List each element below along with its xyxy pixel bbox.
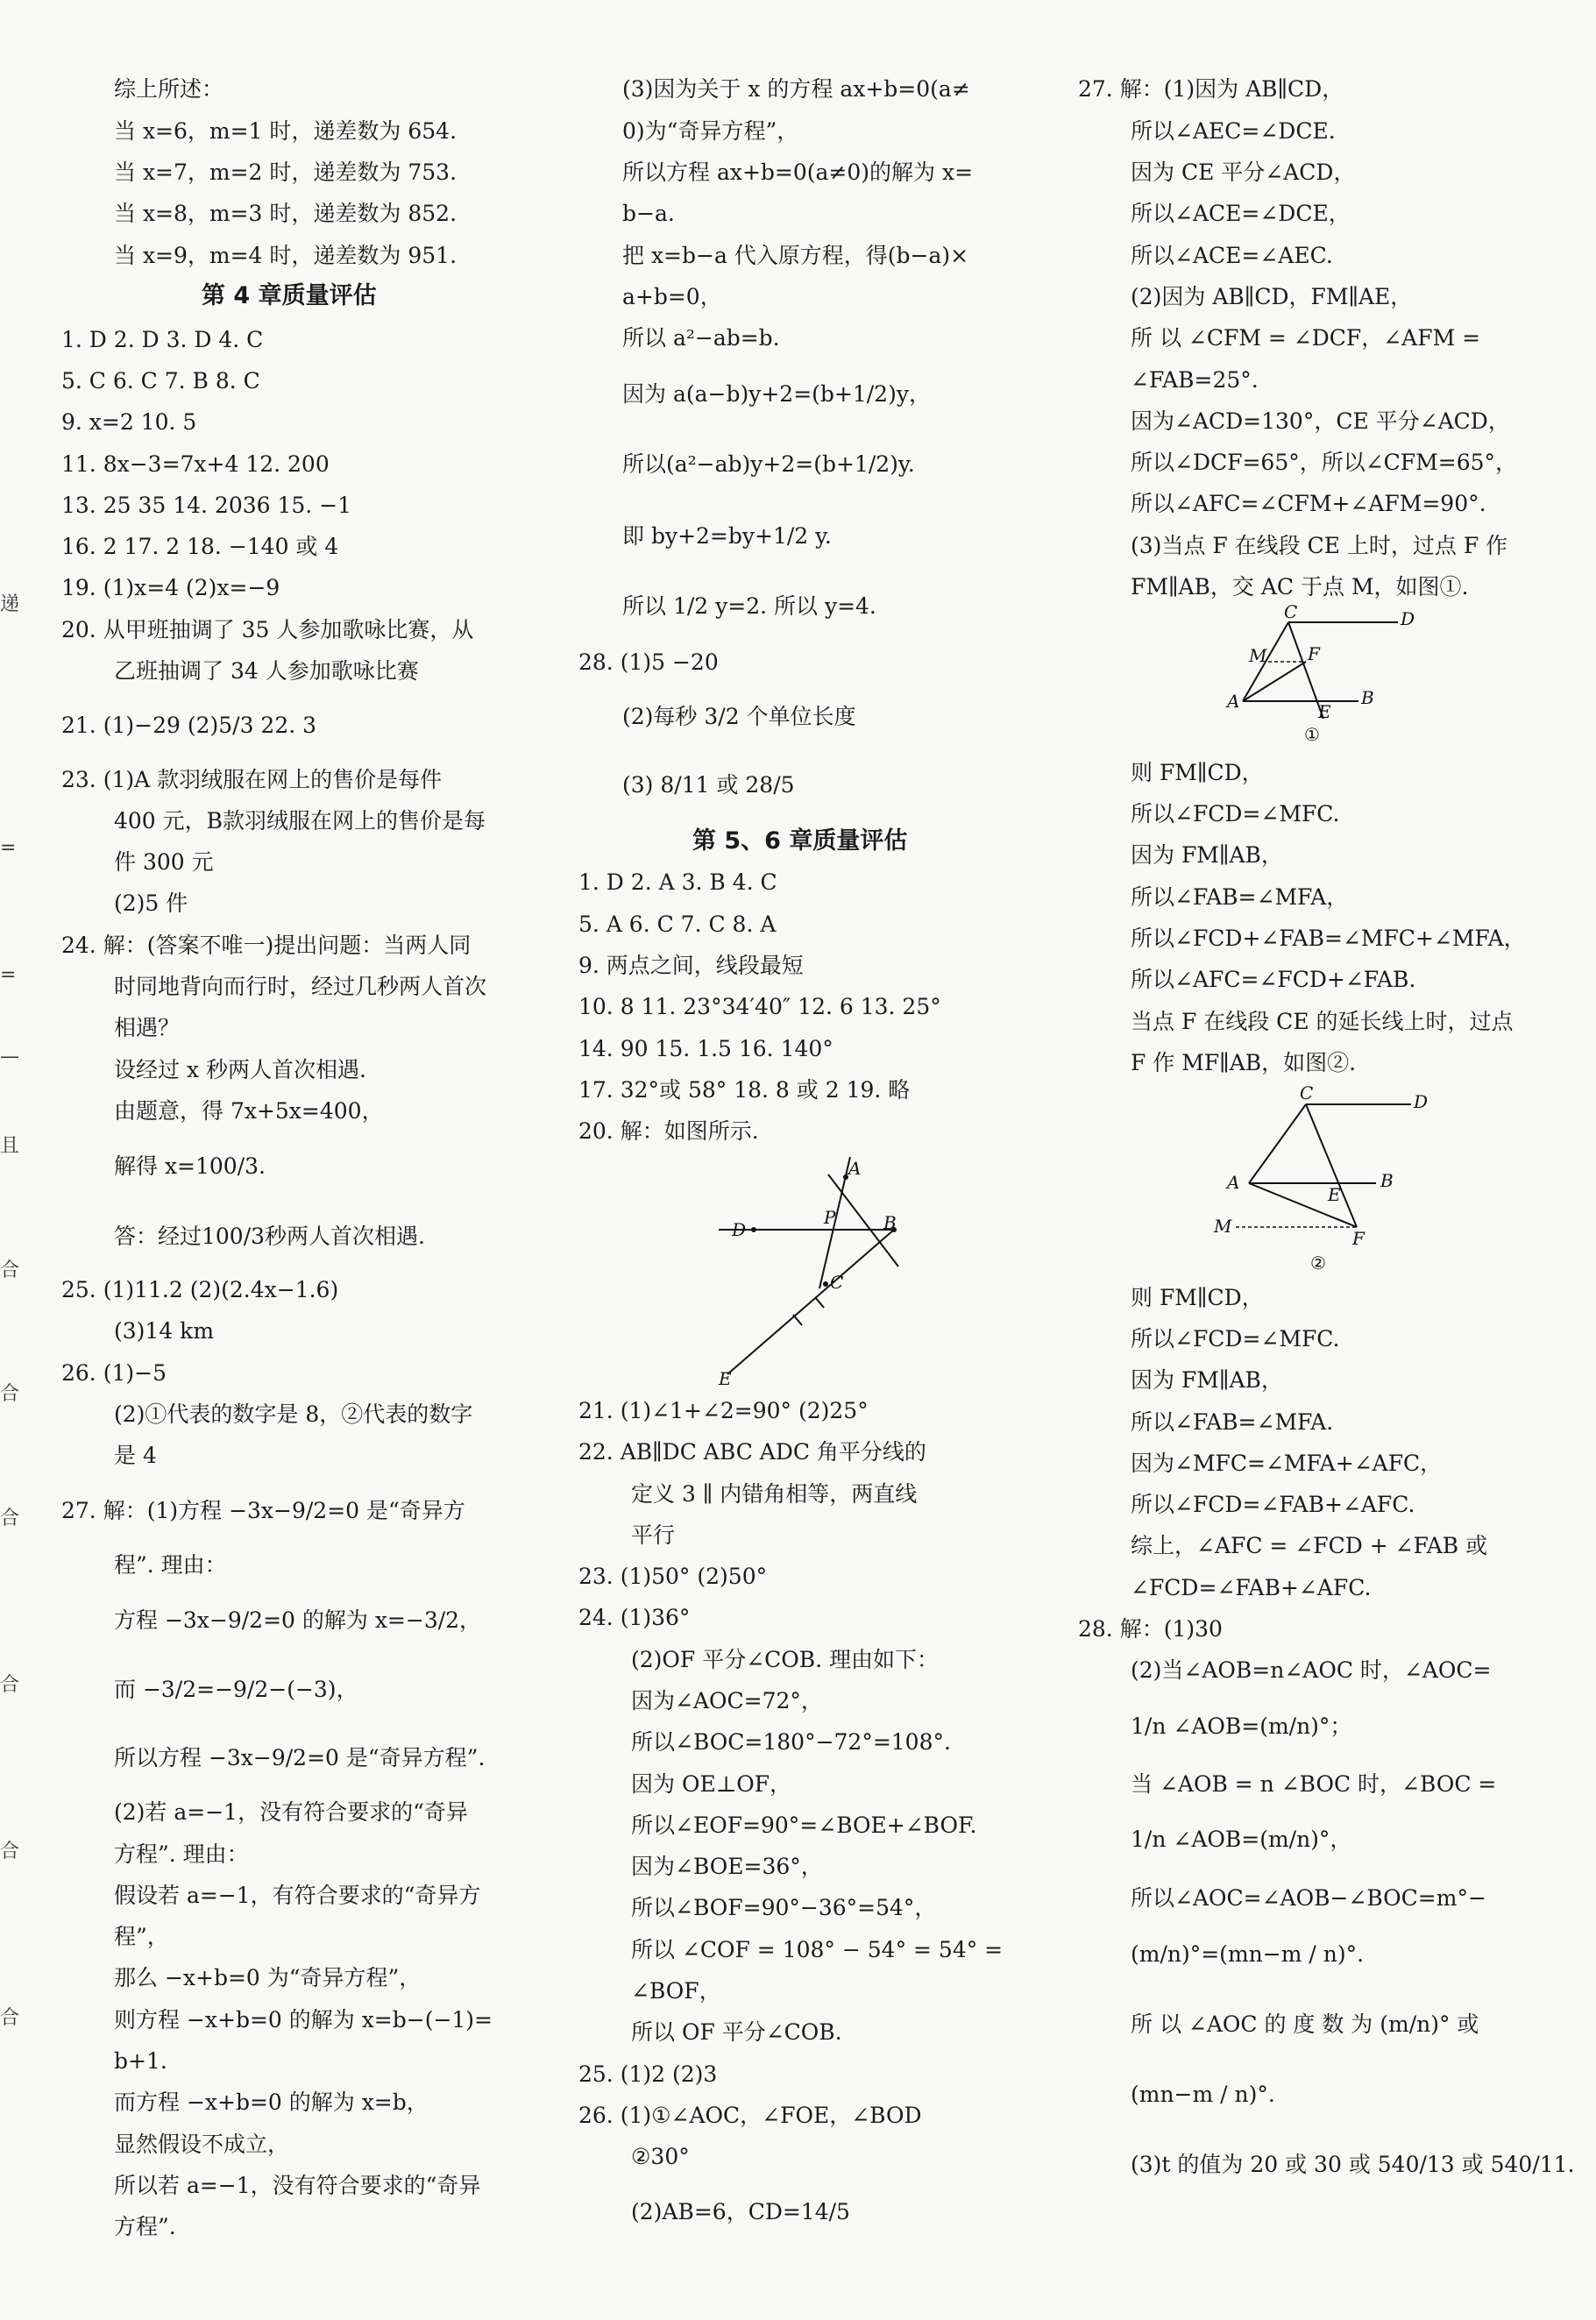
text-line: 因为 OE⊥OF， <box>631 1771 792 1797</box>
text-line: 所以∠AEC=∠DCE. <box>1131 118 1336 144</box>
text-line: 24. 解：(答案不唯一)提出问题：当两人同 <box>61 933 472 958</box>
text-line: 平行 <box>631 1522 676 1548</box>
edge-fragment: = <box>0 964 17 986</box>
text-line: 因为 FM∥AB， <box>1131 1367 1283 1393</box>
edge-fragment: 且 <box>0 1135 20 1157</box>
text-line: 所以方程 ax+b=0(a≠0)的解为 x= <box>622 160 974 185</box>
label-B: B <box>1361 687 1374 708</box>
label-C: C <box>830 1272 844 1293</box>
text-line: 5. A 6. C 7. C 8. A <box>578 912 777 937</box>
text-line: 27. 解：(1)因为 AB∥CD， <box>1078 76 1344 102</box>
text-line: 所以∠AFC=∠FCD+∠FAB. <box>1131 967 1416 992</box>
label-C: C <box>1300 1082 1314 1103</box>
text-line: (2)因为 AB∥CD，FM∥AE， <box>1131 284 1413 309</box>
text-line: (3)当点 F 在线段 CE 上时，过点 F 作 <box>1131 533 1508 558</box>
text-line: 时同地背向而行时，经过几秒两人首次 <box>114 974 487 999</box>
edge-fragment: 合 <box>0 1383 20 1405</box>
text-line: 所以∠BOF=90°−36°=54°， <box>631 1895 937 1920</box>
text-line: 定义 3 ∥ 内错角相等，两直线 <box>631 1481 918 1507</box>
text-line: 所以∠ACE=∠AEC. <box>1131 243 1333 268</box>
text-line: 25. (1)2 (2)3 <box>578 2061 718 2087</box>
text-line: 25. (1)11.2 (2)(2.4x−1.6) <box>61 1277 339 1302</box>
text-line: 因为 CE 平分∠ACD， <box>1131 160 1356 185</box>
text-line: 所以∠AFC=∠CFM+∠AFM=90°. <box>1131 491 1486 516</box>
label-M: M <box>1249 645 1267 666</box>
text-line: 则 FM∥CD， <box>1131 760 1264 785</box>
text-line: a+b=0， <box>622 284 722 309</box>
text-line: 所以 1/2 y=2. 所以 y=4. <box>622 593 876 619</box>
text-line: 9. x=2 10. 5 <box>61 409 197 435</box>
text-line: 所以∠BOC=180°−72°=108°. <box>631 1729 951 1755</box>
text-line: b−a. <box>622 201 675 226</box>
edge-fragment: 合 <box>0 2007 20 2029</box>
text-line: 26. (1)−5 <box>61 1360 167 1386</box>
text-line: 所以(a²−ab)y+2=(b+1/2)y. <box>622 451 915 477</box>
label-E: E <box>1318 701 1331 722</box>
text-line: 假设若 a=−1，有符合要求的“奇异方 <box>114 1883 481 1908</box>
text-line: 显然假设不成立， <box>114 2132 290 2157</box>
text-line: 400 元，B款羽绒服在网上的售价是每 <box>114 808 486 834</box>
text-line: 28. (1)5 −20 <box>578 649 719 675</box>
label-A: A <box>1227 1172 1240 1193</box>
text-line: 程”， <box>114 1924 169 1949</box>
text-line: (2)①代表的数字是 8，②代表的数字 <box>114 1401 473 1427</box>
text-line: 解得 x=100/3. <box>114 1153 266 1179</box>
text-line: 则方程 −x+b=0 的解为 x=b−(−1)= <box>114 2007 493 2033</box>
text-line: (mn−m / n)°. <box>1131 2082 1275 2107</box>
label-D: D <box>732 1219 747 1240</box>
text-line: 1/n ∠AOB=(m/n)°； <box>1131 1713 1352 1739</box>
text-line: 当 x=6，m=1 时，递差数为 654. <box>114 118 458 144</box>
text-line: 由题意，得 7x+5x=400， <box>114 1098 384 1124</box>
text-line: 1. D 2. A 3. B 4. C <box>578 869 777 895</box>
text-line: 综上所述： <box>114 76 224 102</box>
text-line: 所 以 ∠AOC 的 度 数 为 (m/n)° 或 <box>1131 2011 1479 2037</box>
text-line: 所 以 ∠CFM = ∠DCF，∠AFM = <box>1131 325 1481 351</box>
text-line: 所以∠FCD=∠MFC. <box>1131 1326 1340 1352</box>
text-line: 答：经过100/3秒两人首次相遇. <box>114 1224 425 1249</box>
text-line: 设经过 x 秒两人首次相遇. <box>114 1057 366 1082</box>
text-line: (2)OF 平分∠COB. 理由如下： <box>631 1647 940 1672</box>
text-line: (3)14 km <box>114 1318 215 1344</box>
text-line: 是 4 <box>114 1443 157 1468</box>
text-line: 把 x=b−a 代入原方程，得(b−a)× <box>622 243 969 268</box>
figure-q20 <box>719 1157 929 1388</box>
text-line: (3)因为关于 x 的方程 ax+b=0(a≠ <box>622 76 970 102</box>
text-line: 所以∠ACE=∠DCE， <box>1131 201 1351 226</box>
label-F: F <box>1308 643 1320 664</box>
text-line: 17. 32°或 58° 18. 8 或 2 19. 略 <box>578 1077 911 1103</box>
text-line: 16. 2 17. 2 18. −140 或 4 <box>61 534 339 559</box>
text-line: 所以方程 −3x−9/2=0 是“奇异方程”. <box>114 1745 486 1770</box>
text-line: ∠BOF， <box>631 1978 721 2004</box>
text-line: 当 x=8，m=3 时，递差数为 852. <box>114 201 458 226</box>
edge-fragment: 合 <box>0 1841 20 1862</box>
text-line: 所以∠DCF=65°，所以∠CFM=65°， <box>1131 450 1518 475</box>
text-line: 当点 F 在线段 CE 的延长线上时，过点 <box>1131 1009 1514 1034</box>
label-B: B <box>883 1212 897 1233</box>
figure-caption-1: ① <box>1304 724 1320 745</box>
edge-fragment: 递 <box>0 593 20 615</box>
figure-1-svg <box>1227 601 1429 749</box>
label-M: M <box>1214 1216 1232 1237</box>
text-line: 即 by+2=by+1/2 y. <box>622 523 832 549</box>
edge-fragment: 合 <box>0 1674 20 1696</box>
text-line: 19. (1)x=4 (2)x=−9 <box>61 575 280 600</box>
text-line: 所以 OF 平分∠COB. <box>631 2019 842 2045</box>
text-line: 方程”. <box>114 2214 176 2239</box>
text-line: 而方程 −x+b=0 的解为 x=b， <box>114 2089 429 2115</box>
text-line: FM∥AB，交 AC 于点 M，如图①. <box>1131 574 1469 600</box>
figure-2-svg <box>1214 1082 1429 1275</box>
text-line: 因为 FM∥AB， <box>1131 842 1283 868</box>
text-line: 那么 −x+b=0 为“奇异方程”， <box>114 1965 422 1990</box>
text-line: 所以 ∠COF = 108° − 54° = 54° = <box>631 1937 1004 1962</box>
section-heading-ch4: 第 4 章质量评估 <box>202 282 377 309</box>
label-C: C <box>1284 601 1298 622</box>
text-line: 所以∠FCD+∠FAB=∠MFC+∠MFA， <box>1131 926 1526 951</box>
text-line: (3) 8/11 或 28/5 <box>622 772 795 798</box>
text-line: 因为∠AOC=72°， <box>631 1688 823 1713</box>
text-line: 当 ∠AOB = n ∠BOC 时，∠BOC = <box>1131 1771 1497 1797</box>
text-line: 9. 两点之间，线段最短 <box>578 953 804 978</box>
figure-1 <box>1227 601 1429 753</box>
text-line: 则 FM∥CD， <box>1131 1285 1264 1310</box>
text-line: ∠FAB=25°. <box>1131 367 1259 393</box>
label-D: D <box>1401 608 1415 629</box>
text-line: 所以∠FAB=∠MFA. <box>1131 1409 1334 1435</box>
text-line: 件 300 元 <box>114 849 214 875</box>
text-line: 当 x=9，m=4 时，递差数为 951. <box>114 243 458 268</box>
text-line: 1. D 2. D 3. D 4. C <box>61 327 264 352</box>
figure-2 <box>1214 1082 1429 1279</box>
text-line: 相遇？ <box>114 1015 181 1040</box>
text-line: 因为∠BOE=36°， <box>631 1854 823 1879</box>
text-line: 13. 25 35 14. 2036 15. −1 <box>61 493 352 518</box>
label-P: P <box>824 1207 836 1228</box>
text-line: (2)若 a=−1，没有符合要求的“奇异 <box>114 1799 468 1825</box>
text-line: 23. (1)A 款羽绒服在网上的售价是每件 <box>61 767 443 792</box>
label-F: F <box>1352 1228 1365 1249</box>
text-line: 所以若 a=−1，没有符合要求的“奇异 <box>114 2173 481 2198</box>
text-line: 程”. 理由： <box>114 1552 227 1578</box>
text-line: 20. 从甲班抽调了 35 人参加歌咏比赛，从 <box>61 617 474 642</box>
text-line: 11. 8x−3=7x+4 12. 200 <box>61 451 330 477</box>
edge-fragment: — <box>0 1046 19 1068</box>
text-line: 27. 解：(1)方程 −3x−9/2=0 是“奇异方 <box>61 1498 465 1523</box>
text-line: 21. (1)−29 (2)5/3 22. 3 <box>61 713 317 738</box>
text-line: (2)每秒 3/2 个单位长度 <box>622 704 856 729</box>
text-line: 0)为“奇异方程”， <box>622 118 799 144</box>
edge-fragment: 合 <box>0 1508 20 1529</box>
text-line: 乙班抽调了 34 人参加歌咏比赛 <box>114 658 419 684</box>
label-B: B <box>1380 1170 1394 1191</box>
text-line: 22. AB∥DC ABC ADC 角平分线的 <box>578 1439 926 1465</box>
text-line: (2)5 件 <box>114 890 188 916</box>
text-line: (m/n)°=(mn−m / n)°. <box>1131 1941 1365 1967</box>
label-A: A <box>1227 691 1240 712</box>
label-E: E <box>719 1368 732 1389</box>
edge-fragment: = <box>0 837 17 859</box>
text-line: 28. 解：(1)30 <box>1078 1616 1223 1642</box>
text-line: 所以∠EOF=90°=∠BOE+∠BOF. <box>631 1813 977 1838</box>
text-line: (2)AB=6，CD=14/5 <box>631 2199 850 2224</box>
text-line: (3)t 的值为 20 或 30 或 540/13 或 540/11. <box>1131 2152 1575 2177</box>
text-line: 因为∠MFC=∠MFA+∠AFC， <box>1131 1451 1443 1476</box>
text-line: 24. (1)36° <box>578 1605 691 1630</box>
text-line: F 作 MF∥AB，如图②. <box>1131 1050 1357 1075</box>
text-line: b+1. <box>114 2048 167 2074</box>
text-line: 1/n ∠AOB=(m/n)°， <box>1131 1827 1352 1852</box>
text-line: 所以 a²−ab=b. <box>622 325 780 351</box>
text-line: 14. 90 15. 1.5 16. 140° <box>578 1036 833 1061</box>
text-line: 23. (1)50° (2)50° <box>578 1564 768 1589</box>
text-line: ②30° <box>631 2144 690 2169</box>
text-line: 综上，∠AFC = ∠FCD + ∠FAB 或 <box>1131 1533 1488 1558</box>
text-line: 5. C 6. C 7. B 8. C <box>61 368 260 394</box>
text-line: 20. 解：如图所示. <box>578 1118 759 1144</box>
text-line: 而 −3/2=−9/2−(−3)， <box>114 1677 358 1702</box>
text-line: 因为∠ACD=130°，CE 平分∠ACD， <box>1131 408 1510 434</box>
text-line: (2)当∠AOB=n∠AOC 时，∠AOC= <box>1131 1657 1492 1683</box>
label-D: D <box>1414 1091 1429 1112</box>
text-line: ∠FCD=∠FAB+∠AFC. <box>1131 1575 1372 1600</box>
label-A: A <box>848 1158 862 1179</box>
text-line: 因为 a(a−b)y+2=(b+1/2)y， <box>622 381 931 407</box>
text-line: 所以∠FCD=∠MFC. <box>1131 801 1340 827</box>
section-heading-ch56: 第 5、6 章质量评估 <box>692 827 908 855</box>
text-line: 10. 8 11. 23°34′40″ 12. 6 13. 25° <box>578 994 941 1019</box>
text-line: 26. (1)①∠AOC，∠FOE，∠BOD <box>578 2103 922 2128</box>
label-E: E <box>1328 1184 1341 1205</box>
figure-caption-2: ② <box>1310 1252 1326 1274</box>
text-line: 方程”. 理由： <box>114 1841 249 1867</box>
text-line: 所以∠FAB=∠MFA， <box>1131 884 1349 910</box>
figure-q20-svg <box>719 1157 929 1389</box>
text-line: 当 x=7，m=2 时，递差数为 753. <box>114 160 458 185</box>
text-line: 所以∠AOC=∠AOB−∠BOC=m°− <box>1131 1885 1486 1911</box>
text-line: 方程 −3x−9/2=0 的解为 x=−3/2， <box>114 1607 482 1633</box>
edge-fragment: 合 <box>0 1259 20 1281</box>
text-line: 所以∠FCD=∠FAB+∠AFC. <box>1131 1492 1415 1517</box>
text-line: 21. (1)∠1+∠2=90° (2)25° <box>578 1398 869 1423</box>
